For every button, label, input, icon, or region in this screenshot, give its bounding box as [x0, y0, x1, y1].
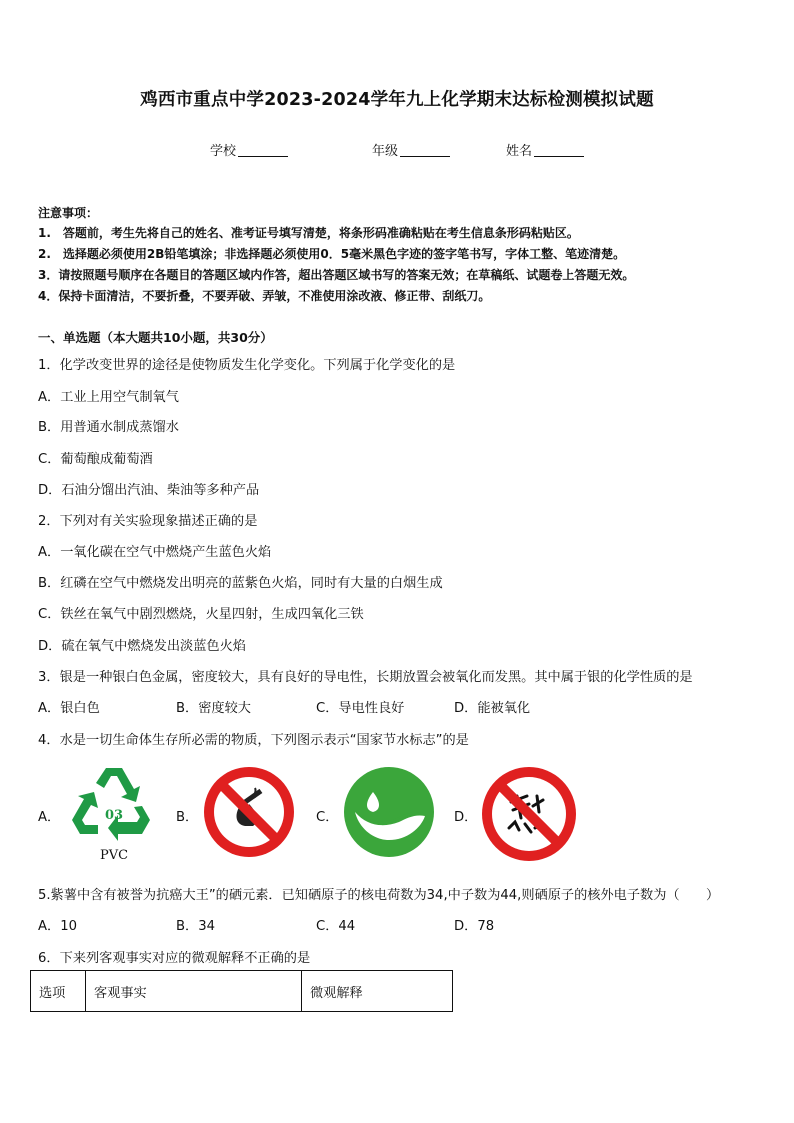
option-c[interactable]: C．: [316, 810, 339, 825]
notice-item: 1. 答题前，考生先将自己的姓名、准考证号填写清楚，将条形码准确粘贴在考生信息条形码粘贴区。: [38, 226, 579, 240]
notice-heading: 注意事项：: [38, 206, 99, 220]
grade-field[interactable]: [372, 140, 450, 159]
option-b[interactable]: B．34: [176, 919, 216, 934]
option-d[interactable]: D．硫在氧气中燃烧发出淡蓝色火焰: [38, 639, 246, 654]
question-stem: 5.紫薯中含有被誉为抗癌大王”的硒元素．已知硒原子的核电荷数为34,中子数为44,则硒原子的核外电子数为（ ）: [38, 888, 720, 903]
option-d[interactable]: D．78: [454, 919, 495, 934]
option-a[interactable]: A．工业上用空气制氧气: [38, 390, 179, 405]
section-title: 一、单选题（本大题共10小题，共30分）: [38, 330, 273, 345]
option-c[interactable]: C．铁丝在氧气中剧烈燃烧，火星四射，生成四氧化三铁: [38, 607, 364, 622]
option-a[interactable]: A．10: [38, 919, 77, 934]
option-c[interactable]: C．44: [316, 919, 356, 934]
option-a[interactable]: A．: [38, 810, 61, 825]
option-d[interactable]: D．: [454, 810, 478, 825]
question-stem: 3．银是一种银白色金属，密度较大，具有良好的导电性，长期放置会被氧化而发黑。其中属于银的化学性质的是: [38, 670, 693, 685]
question-stem: 2．下列对有关实验现象描述正确的是: [38, 514, 258, 529]
option-c[interactable]: C．葡萄酿成葡萄酒: [38, 452, 153, 467]
no-smoking-fire-icon[interactable]: [203, 766, 295, 858]
question-stem: 6．下来列客观事实对应的微观解释不正确的是: [38, 951, 311, 966]
name-blank[interactable]: [534, 143, 584, 157]
question-stem: 4．水是一切生命体生存所必需的物质，下列图示表示“国家节水标志”的是: [38, 733, 469, 748]
recycle-number: 03: [104, 808, 124, 823]
table-row: [31, 971, 453, 1012]
notice-item: 3．请按照题号顺序在各题目的答题区域内作答，超出答题区域书写的答案无效；在草稿纸、试题卷上答题无效。: [38, 268, 635, 282]
notice-item: 4．保持卡面清洁，不要折叠，不要弄破、弄皱，不准使用涂改液、修正带、刮纸刀。: [38, 289, 491, 303]
table-header: 选项: [31, 971, 86, 1012]
school-blank[interactable]: [238, 143, 288, 157]
option-b[interactable]: B．密度较大: [176, 701, 251, 716]
recycle-pvc-icon[interactable]: [68, 762, 160, 864]
recycle-caption: PVC: [99, 848, 129, 863]
school-field[interactable]: [210, 140, 288, 159]
table-header: 客观事实: [86, 971, 302, 1012]
option-b[interactable]: B．用普通水制成蒸馏水: [38, 420, 179, 435]
water-saving-icon[interactable]: [343, 766, 435, 858]
answer-table: [30, 970, 453, 1012]
school-label: 学校: [210, 144, 237, 159]
option-b[interactable]: B．: [176, 810, 199, 825]
name-field[interactable]: [506, 140, 584, 159]
option-d[interactable]: D．能被氧化: [454, 701, 531, 716]
table-header: 微观解释: [302, 971, 453, 1012]
grade-blank[interactable]: [400, 143, 450, 157]
page-title: 鸡西市重点中学2023-2024学年九上化学期末达标检测模拟试题: [140, 90, 654, 110]
name-label: 姓名: [506, 144, 533, 159]
no-fireworks-icon[interactable]: [481, 766, 577, 862]
option-c[interactable]: C．导电性良好: [316, 701, 405, 716]
grade-label: 年级: [372, 144, 399, 159]
option-a[interactable]: A．一氧化碳在空气中燃烧产生蓝色火焰: [38, 545, 272, 560]
notice-item: 2. 选择题必须使用2B铅笔填涂；非选择题必须使用0．5毫米黑色字迹的签字笔书写，字体工整、笔迹清楚。: [38, 247, 626, 261]
option-b[interactable]: B．红磷在空气中燃烧发出明亮的蓝紫色火焰，同时有大量的白烟生成: [38, 576, 443, 591]
option-d[interactable]: D．石油分馏出汽油、柴油等多种产品: [38, 483, 260, 498]
question-stem: 1．化学改变世界的途径是使物质发生化学变化。下列属于化学变化的是: [38, 358, 456, 373]
option-a[interactable]: A．银白色: [38, 701, 100, 716]
